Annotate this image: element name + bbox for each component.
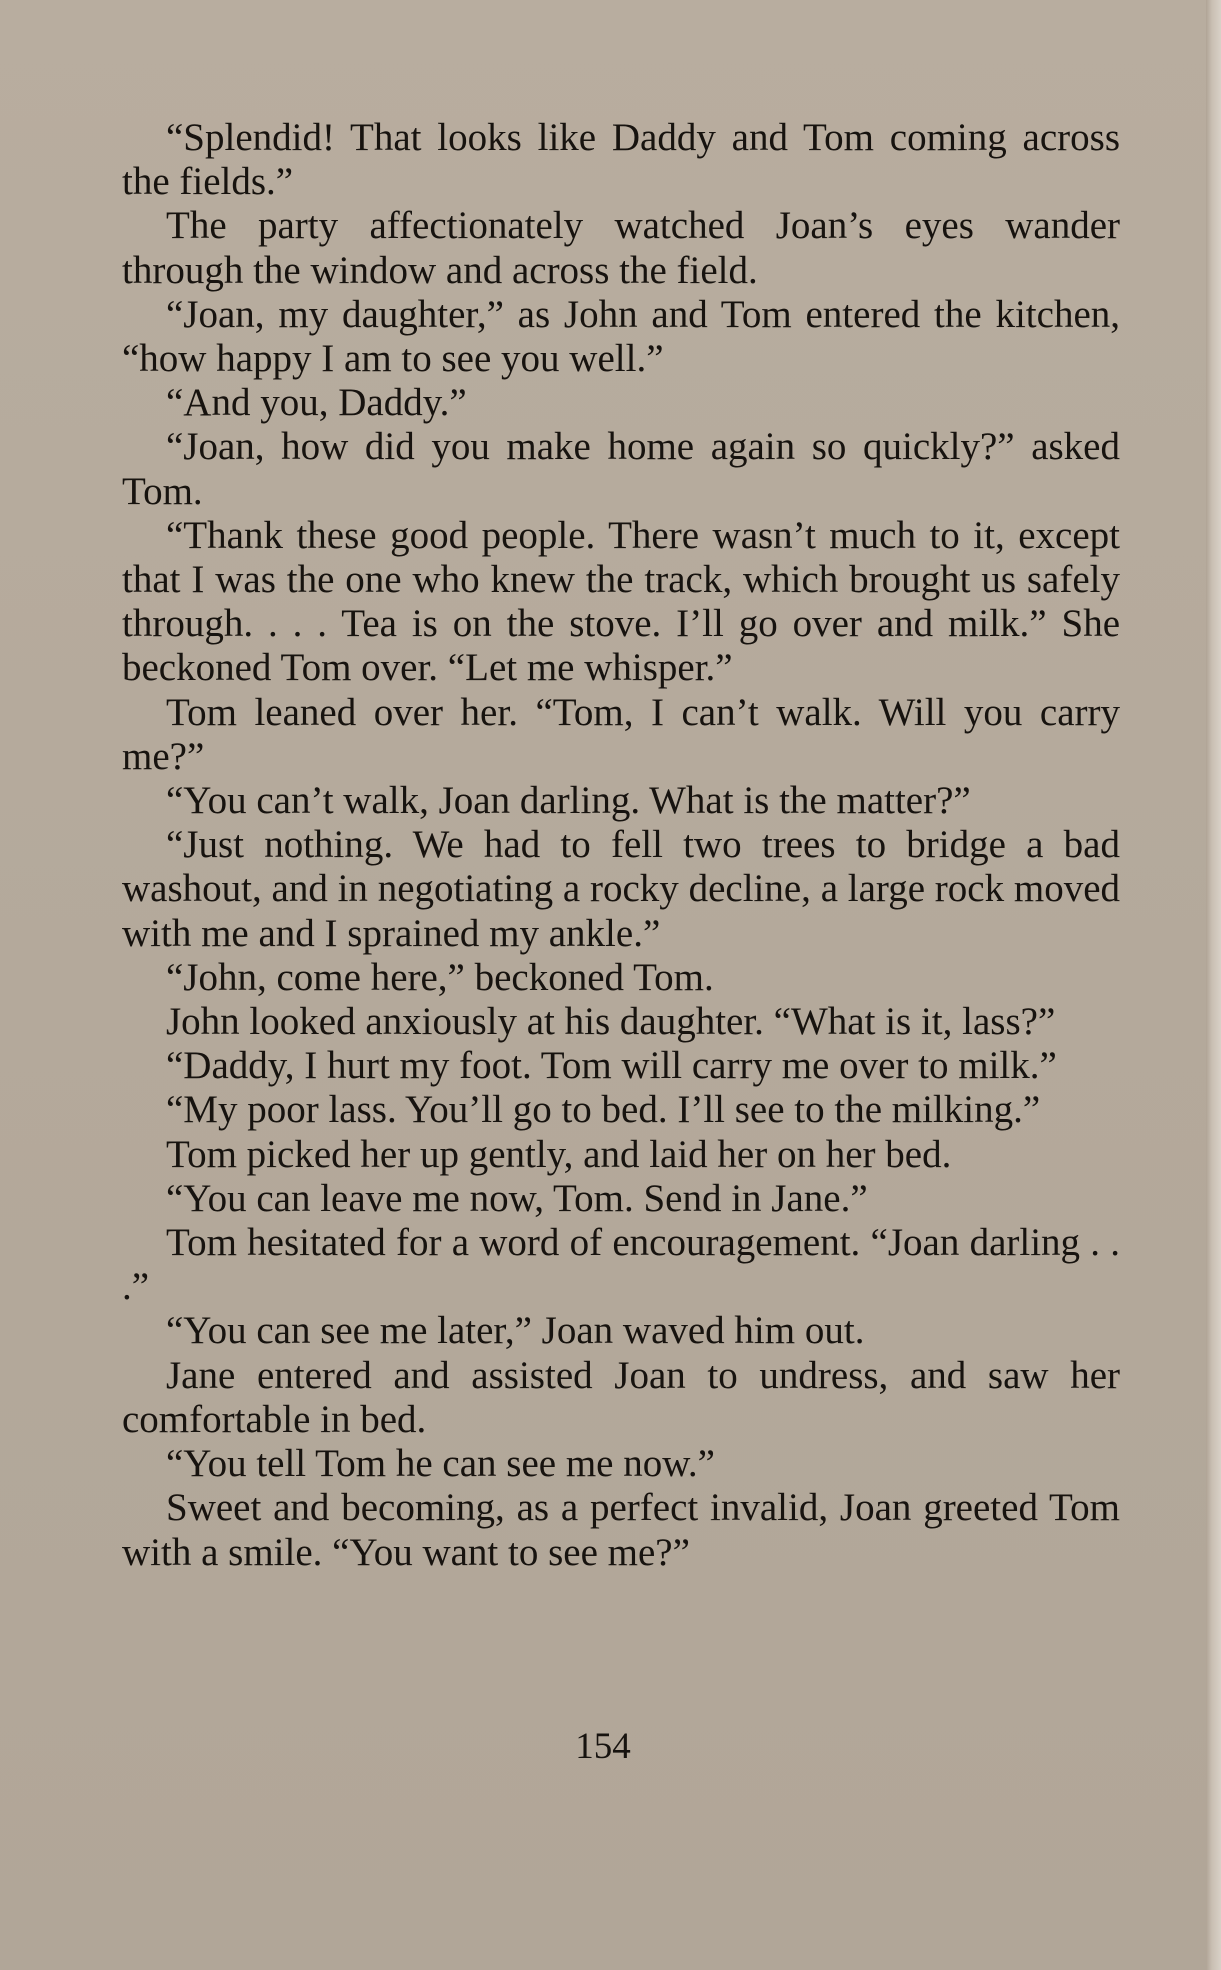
paragraph: “Splendid! That looks like Daddy and Tom coming across the fields.” xyxy=(122,116,1120,204)
paragraph: “Joan, my daughter,” as John and Tom entered the kitchen, “how happy I am to see you well.” xyxy=(122,292,1120,381)
body-text xyxy=(122,116,1120,1575)
paragraph: John looked anxiously at his daughter. “What is it, lass?” xyxy=(166,1000,1056,1044)
paragraph: “You can’t walk, Joan darling. What is the matter?” xyxy=(166,779,971,823)
page-number: 154 xyxy=(575,1726,631,1767)
paragraph: “John, come here,” beckoned Tom. xyxy=(166,955,714,999)
paragraph: “You tell Tom he can see me now.” xyxy=(166,1442,715,1486)
paragraph: “Daddy, I hurt my foot. Tom will carry me over to milk.” xyxy=(166,1044,1057,1088)
paragraph: “Just nothing. We had to fell two trees to bridge a bad washout, and in negotiating a rocky decline, a large rock moved with me and I sprained my ankle.” xyxy=(122,823,1120,955)
paragraph: “You can see me later,” Joan waved him out. xyxy=(166,1309,865,1353)
paragraph: The party affectionately watched Joan’s eyes wander through the window and across the field. xyxy=(122,204,1120,292)
paragraph: “You can leave me now, Tom. Send in Jane.” xyxy=(166,1176,868,1220)
paragraph: “Joan, how did you make home again so quickly?” asked Tom. xyxy=(122,425,1120,513)
paragraph: “Thank these good people. There wasn’t much to it, except that I was the one who knew the track, which brought us safely through. . . . Tea is on the stove. I’ll go over and milk.” She beckoned Tom over. “Let me whisper.” xyxy=(122,513,1120,690)
paragraph: Tom picked her up gently, and laid her on her bed. xyxy=(166,1132,952,1176)
paragraph: Tom leaned over her. “Tom, I can’t walk. Will you carry me?” xyxy=(122,690,1120,778)
paragraph: Jane entered and assisted Joan to undress, and saw her comfortable in bed. xyxy=(122,1353,1120,1441)
paragraph: “My poor lass. You’ll go to bed. I’ll see to the milking.” xyxy=(166,1088,1041,1132)
paragraph: Sweet and becoming, as a perfect invalid, Joan greeted Tom with a smile. “You want to see me?” xyxy=(122,1486,1120,1574)
paragraph: Tom hesitated for a word of encouragement. “Joan darling . . .” xyxy=(122,1221,1120,1309)
page-edge xyxy=(1206,0,1221,1970)
paragraph: “And you, Daddy.” xyxy=(166,381,467,425)
